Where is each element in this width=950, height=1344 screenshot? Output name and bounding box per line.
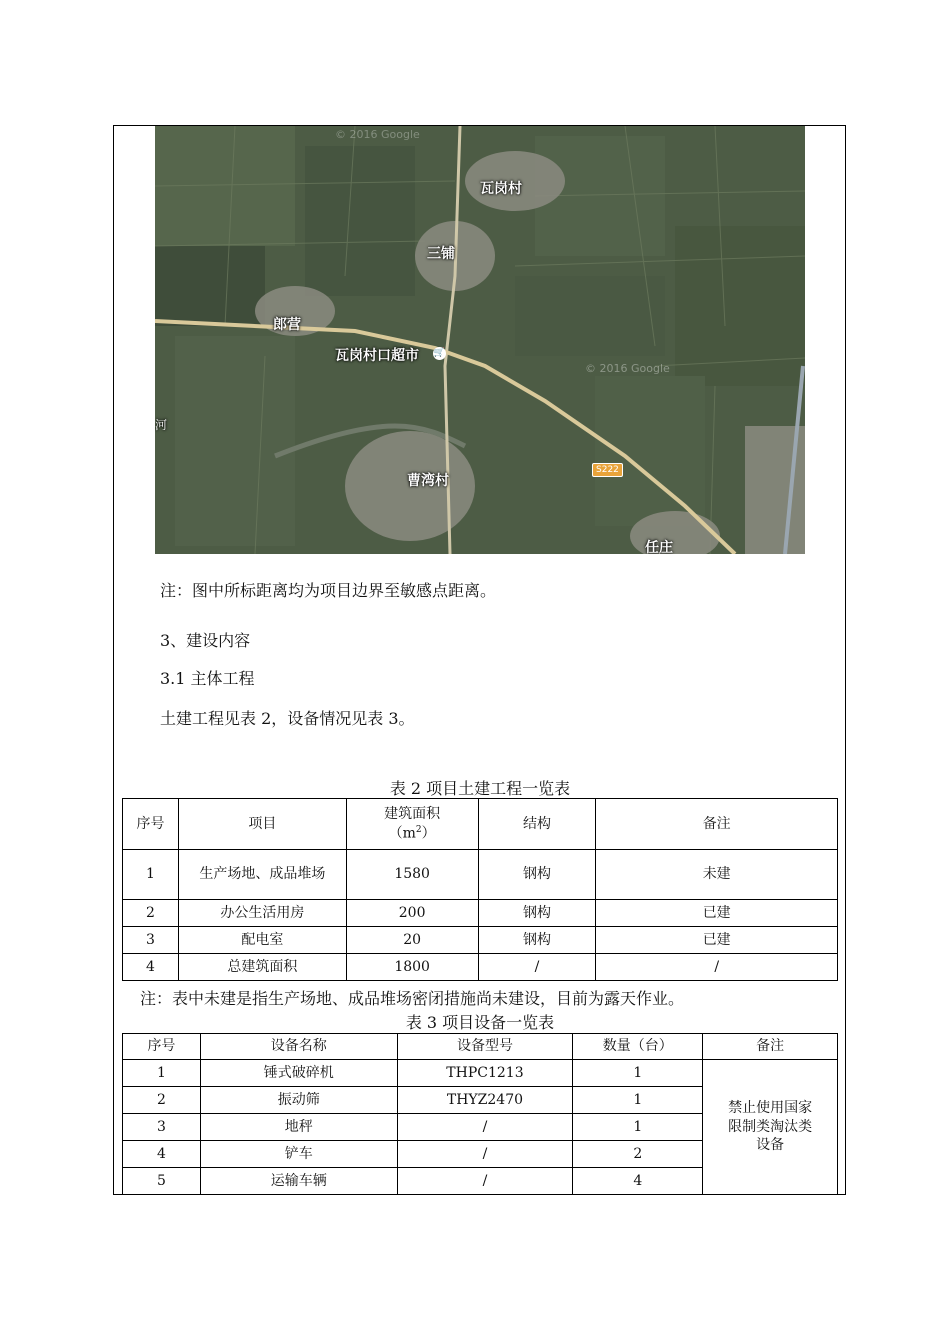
table3-cell-model: / xyxy=(397,1168,573,1195)
table3-cell-qty: 1 xyxy=(573,1060,703,1087)
table3-header-qty: 数量（台） xyxy=(573,1034,703,1060)
table2-note: 注：表中未建是指生产场地、成品堆场密闭措施尚未建设，目前为露天作业。 xyxy=(140,989,685,1008)
table-row xyxy=(123,850,838,900)
table3-cell-model: THPC1213 xyxy=(397,1060,573,1087)
table3-header-name: 设备名称 xyxy=(200,1034,397,1060)
shopping-cart-icon[interactable]: 🛒 xyxy=(433,348,446,358)
table2-header-no: 序号 xyxy=(123,799,179,850)
table3-cell-no: 5 xyxy=(123,1168,201,1195)
table2-cell-remark: / xyxy=(596,954,838,981)
table2-cell-no: 4 xyxy=(123,954,179,981)
map-watermark: © 2016 Google xyxy=(585,362,670,375)
table3-cell-model: / xyxy=(397,1141,573,1168)
map-label-langying: 郎营 xyxy=(273,317,301,333)
table-row xyxy=(123,927,838,954)
table-row xyxy=(123,1060,838,1087)
satellite-map[interactable] xyxy=(155,126,805,554)
table3-cell-model: / xyxy=(397,1114,573,1141)
subsection-title: 3.1 主体工程 xyxy=(160,669,255,688)
table3-cell-name: 运输车辆 xyxy=(200,1168,397,1195)
map-note: 注：图中所标距离均为项目边界至敏感点距离。 xyxy=(160,581,497,600)
table2-cell-no: 1 xyxy=(123,850,179,900)
table2-header-structure: 结构 xyxy=(478,799,596,850)
table2-cell-area: 1580 xyxy=(346,850,478,900)
table3-cell-name: 铲车 xyxy=(200,1141,397,1168)
table2-cell-item: 配电室 xyxy=(178,927,346,954)
table2-cell-remark: 已建 xyxy=(596,927,838,954)
table2-cell-structure: 钢构 xyxy=(478,850,596,900)
table3-cell-no: 3 xyxy=(123,1114,201,1141)
table2-cell-no: 2 xyxy=(123,900,179,927)
table2-header-row xyxy=(123,799,838,850)
table3 xyxy=(122,1033,838,1195)
table2-cell-item: 生产场地、成品堆场 xyxy=(178,850,346,900)
table2-caption: 表 2 项目土建工程一览表 xyxy=(389,779,571,798)
map-label-renzhuang: 任庄 xyxy=(645,540,673,554)
table2 xyxy=(122,798,838,981)
table2-cell-area: 20 xyxy=(346,927,478,954)
table2-cell-structure: 钢构 xyxy=(478,900,596,927)
table2-header-remark: 备注 xyxy=(596,799,838,850)
table3-cell-name: 振动筛 xyxy=(200,1087,397,1114)
table2-cell-item: 总建筑面积 xyxy=(178,954,346,981)
road-badge-s222: S222 xyxy=(592,463,623,477)
table3-cell-model: THYZ2470 xyxy=(397,1087,573,1114)
map-label-sanpu: 三铺 xyxy=(427,246,455,262)
intro-text: 土建工程见表 2，设备情况见表 3。 xyxy=(160,709,415,728)
table3-cell-qty: 1 xyxy=(573,1087,703,1114)
table2-cell-structure: / xyxy=(478,954,596,981)
map-label-wagang: 瓦岗村 xyxy=(480,181,522,197)
table3-header-remark: 备注 xyxy=(703,1034,838,1060)
table3-cell-no: 2 xyxy=(123,1087,201,1114)
section-title: 3、建设内容 xyxy=(160,631,251,650)
table3-cell-qty: 1 xyxy=(573,1114,703,1141)
table3-cell-no: 1 xyxy=(123,1060,201,1087)
map-watermark-top: © 2016 Google xyxy=(335,128,420,141)
table2-cell-no: 3 xyxy=(123,927,179,954)
table3-cell-name: 地秤 xyxy=(200,1114,397,1141)
table3-header-no: 序号 xyxy=(123,1034,201,1060)
table3-caption: 表 3 项目设备一览表 xyxy=(405,1013,555,1032)
table2-cell-structure: 钢构 xyxy=(478,927,596,954)
table3-cell-no: 4 xyxy=(123,1141,201,1168)
table2-cell-remark: 已建 xyxy=(596,900,838,927)
table3-cell-qty: 2 xyxy=(573,1141,703,1168)
map-label-river: 河 xyxy=(155,418,168,432)
table3-header-row xyxy=(123,1034,838,1060)
map-label-supermarket: 瓦岗村口超市 xyxy=(335,348,419,364)
table-row xyxy=(123,900,838,927)
table2-cell-area: 1800 xyxy=(346,954,478,981)
table-row xyxy=(123,954,838,981)
table2-header-item: 项目 xyxy=(178,799,346,850)
table2-cell-area: 200 xyxy=(346,900,478,927)
table2-cell-remark: 未建 xyxy=(596,850,838,900)
table2-cell-item: 办公生活用房 xyxy=(178,900,346,927)
table3-cell-qty: 4 xyxy=(573,1168,703,1195)
table3-header-model: 设备型号 xyxy=(397,1034,573,1060)
map-label-caowan: 曹湾村 xyxy=(407,473,449,489)
table3-cell-name: 锤式破碎机 xyxy=(200,1060,397,1087)
table2-header-area: 建筑面积 $(m^2)$ xyxy=(346,799,478,850)
table3-merged-remark: 禁止使用国家 限制类淘汰类 设备 xyxy=(703,1060,838,1195)
